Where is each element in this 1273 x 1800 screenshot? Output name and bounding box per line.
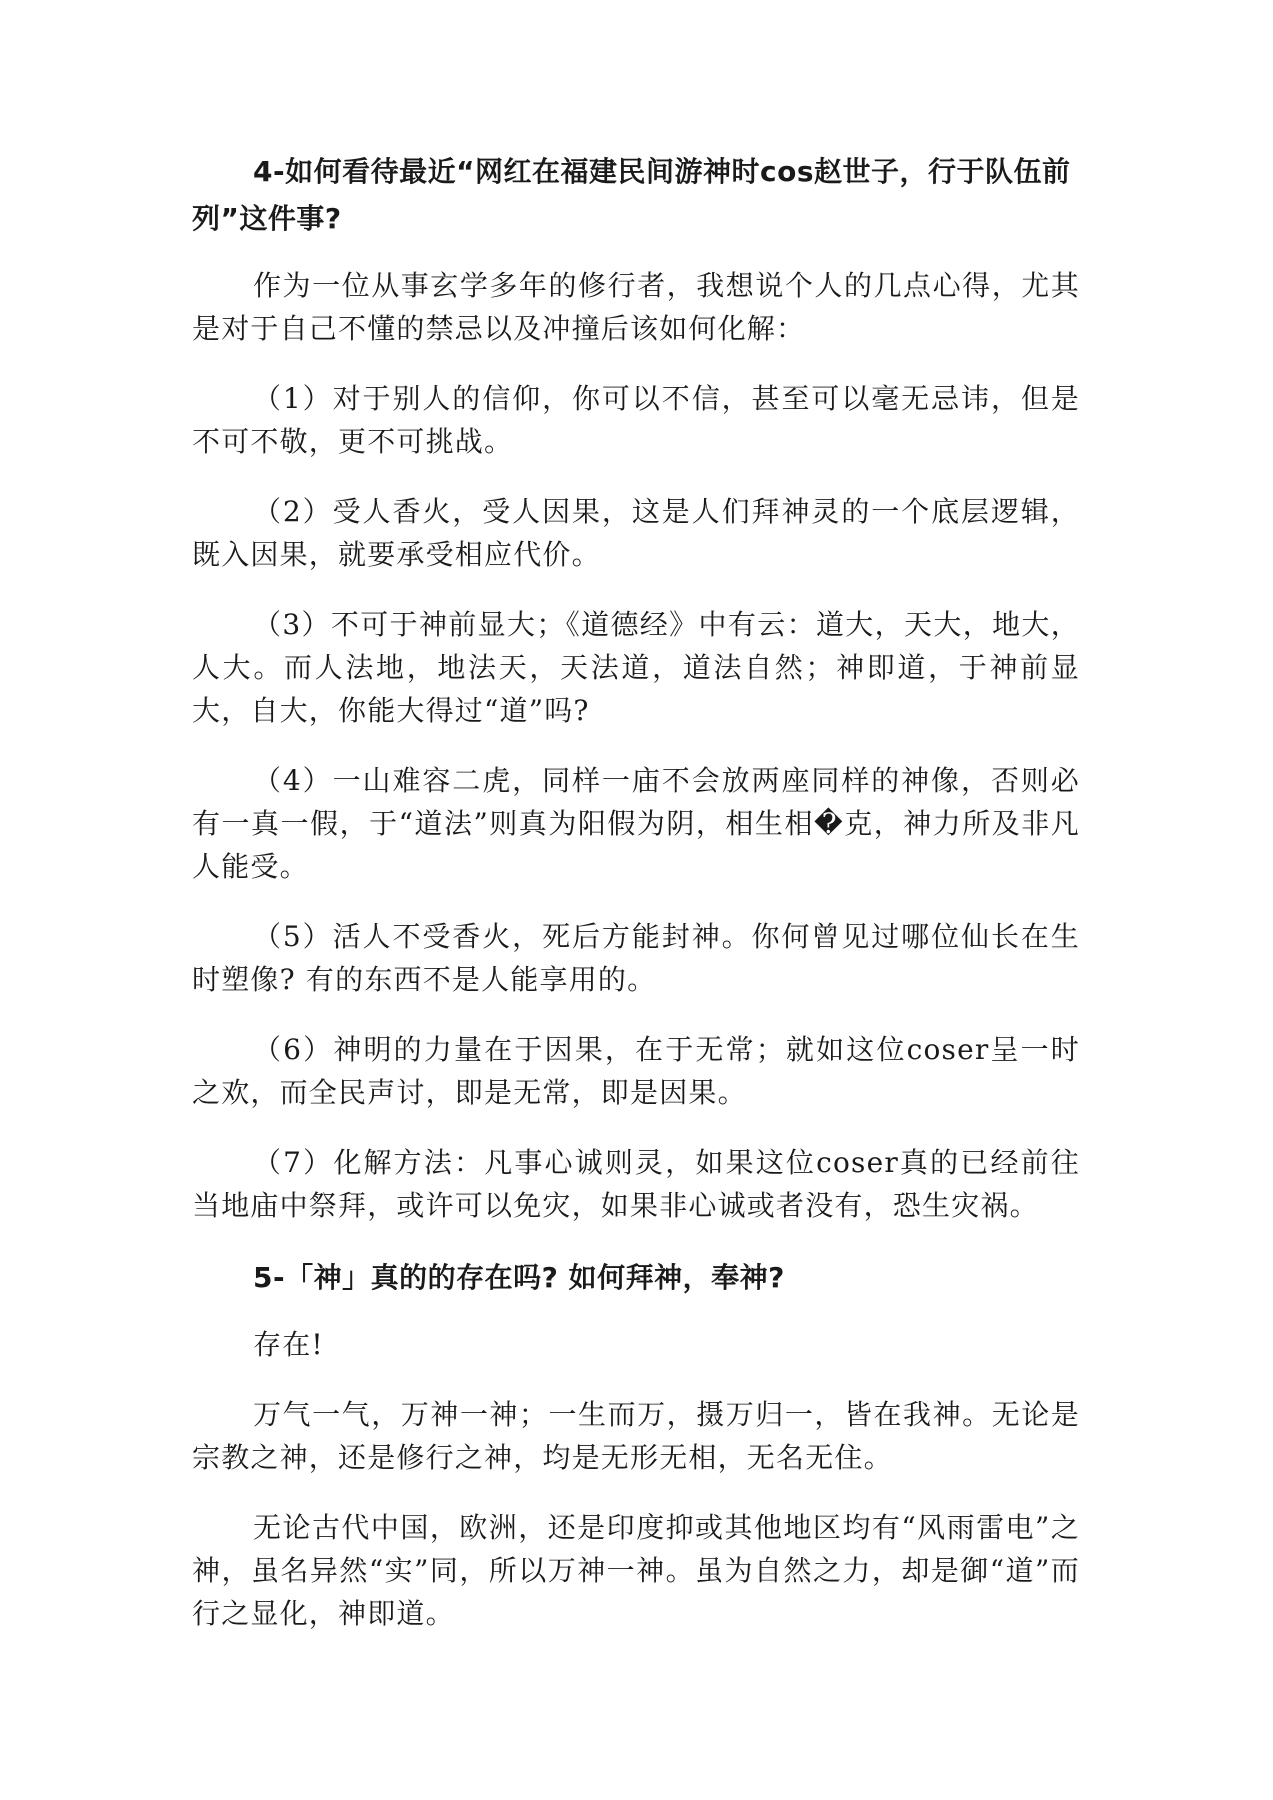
paragraph: （7）化解方法：凡事心诚则灵，如果这位coser真的已经前往当地庙中祭拜，或许可以免灾，如果非心诚或者没有，恐生灾祸。 xyxy=(192,1146,1080,1222)
paragraph: 作为一位从事玄学多年的修行者，我想说个人的几点心得，尤其是对于自己不懂的禁忌以及冲撞后该如何化解： xyxy=(192,269,1080,345)
section-5-heading: 5-「神」真的的存在吗? 如何拜神，奉神? xyxy=(253,1261,785,1294)
document-page xyxy=(192,148,1080,1662)
section-4-heading: 4-如何看待最近“网红在福建民间游神时cos赵世子，行于队伍前列”这件事? xyxy=(192,155,1071,235)
paragraph: （5）活人不受香火，死后方能封神。你何曾见过哪位仙长在生时塑像? 有的东西不是人能享用的。 xyxy=(192,920,1080,996)
paragraph: （6）神明的力量在于因果，在于无常；就如这位coser呈一时之欢，而全民声讨，即是无常，即是因果。 xyxy=(192,1033,1080,1109)
paragraph: （1）对于别人的信仰，你可以不信，甚至可以毫无忌讳，但是不可不敬，更不可挑战。 xyxy=(192,382,1080,458)
paragraph: 万气一气，万神一神；一生而万，摄万归一，皆在我神。无论是宗教之神，还是修行之神，均是无形无相，无名无住。 xyxy=(192,1398,1080,1474)
paragraph: 无论古代中国，欧洲，还是印度抑或其他地区均有“风雨雷电”之神，虽名异然“实”同，所以万神一神。虽为自然之力，却是御“道”而行之显化，神即道。 xyxy=(192,1511,1080,1630)
paragraph: （2）受人香火，受人因果，这是人们拜神灵的一个底层逻辑，既入因果，就要承受相应代价。 xyxy=(192,495,1080,571)
paragraph: （3）不可于神前显大；《道德经》中有云：道大，天大，地大，人大。而人法地，地法天，天法道，道法自然；神即道，于神前显大，自大，你能大得过“道”吗? xyxy=(192,608,1080,727)
paragraph: （4）一山难容二虎，同样一庙不会放两座同样的神像，否则必有一真一假，于“道法”则真为阳假为阴，相生相�克，神力所及非凡人能受。 xyxy=(192,764,1080,883)
paragraph: 存在! xyxy=(253,1328,324,1361)
